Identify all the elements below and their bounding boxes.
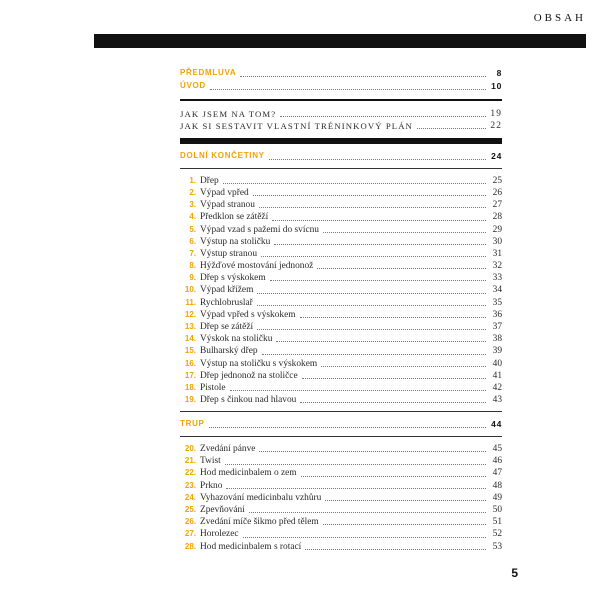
dot-leader [209,427,486,428]
item-number: 26. [184,517,196,527]
item-page-number: 52 [492,529,502,540]
item-page-number: 42 [492,382,502,393]
dot-leader [300,317,486,318]
dot-leader [280,116,486,117]
toc-item[interactable] [180,516,502,528]
item-number: 20. [184,444,196,454]
toc-page-number: 8 [496,68,502,78]
toc-page-number: 24 [491,150,502,161]
dot-leader [257,293,486,294]
item-number: 2. [189,187,196,197]
dot-leader [261,256,486,257]
dot-leader [226,488,486,489]
item-label: Hod medicinbalem s rotací [200,541,302,552]
item-label: Výskok na stoličku [200,334,273,345]
toc-item[interactable] [180,345,502,357]
toc-label: PŘEDMLUVA [180,68,237,77]
item-number: 15. [184,346,196,356]
item-label: Vyhazování medicinbalu vzhůru [200,492,322,503]
toc-item[interactable] [180,248,502,260]
dot-leader [302,378,486,379]
header-black-bar [94,34,586,48]
item-page-number: 47 [492,468,502,479]
toc-item[interactable] [180,321,502,333]
toc-item[interactable] [180,224,502,236]
item-number: 5. [189,224,196,234]
dot-leader [274,244,486,245]
item-number: 19. [184,395,196,405]
dot-leader [257,305,486,306]
item-label: Výstup na stoličku s výskokem [200,358,318,369]
item-number: 23. [184,480,196,490]
item-page-number: 38 [492,334,502,345]
toc-item[interactable] [180,272,502,284]
item-label: Předklon se zátěží [200,212,269,223]
dot-leader [223,183,486,184]
toc-section-dolni-koncetiny[interactable] [180,150,502,163]
toc-item[interactable] [180,309,502,321]
item-page-number: 32 [492,261,502,272]
item-page-number: 29 [492,224,502,235]
item-label: Výstup na stoličku [200,236,271,247]
toc-item[interactable] [180,333,502,345]
toc-item[interactable] [180,455,502,467]
item-number: 17. [184,370,196,380]
item-label: Dřep jednonož na stoličce [200,370,298,381]
toc-page-number: 44 [491,419,502,430]
item-page-number: 40 [492,358,502,369]
running-head-title: OBSAH [533,12,586,24]
item-number: 14. [184,334,196,344]
item-label: Výpad stranou [200,200,255,211]
item-page-number: 43 [492,395,502,406]
item-number: 8. [189,261,196,271]
dot-leader [249,512,486,513]
item-number: 12. [184,309,196,319]
toc-section-trup[interactable] [180,418,502,431]
dot-leader [305,549,486,550]
dot-leader [272,220,486,221]
item-page-number: 30 [492,236,502,247]
item-page-number: 46 [492,456,502,467]
item-number: 6. [189,236,196,246]
item-label: Hod medicinbalem o zem [200,468,297,479]
toc-label: JAK SI SESTAVIT VLASTNÍ TRÉNINKOVÝ PLÁN [180,120,413,131]
item-page-number: 48 [492,480,502,491]
item-label: Rychlobruslař [200,297,253,308]
dot-leader [257,329,486,330]
toc-entry-treninkovy-plan[interactable] [180,120,502,132]
dot-leader [259,207,486,208]
item-number: 10. [184,285,196,295]
item-page-number: 31 [492,248,502,259]
item-label: Zvedání míče šikmo před tělem [200,517,319,528]
dot-leader [276,341,486,342]
toc-item[interactable] [180,297,502,309]
item-number: 1. [189,175,196,185]
page-number: 5 [511,566,518,580]
toc-item[interactable] [180,394,502,406]
dot-leader [323,524,486,525]
item-page-number: 28 [492,212,502,223]
dot-leader [225,464,486,465]
toc-item[interactable] [180,504,502,516]
toc-item[interactable] [180,236,502,248]
item-number: 28. [184,541,196,551]
dot-leader [269,159,486,160]
toc-entry-predmluva[interactable] [180,67,502,80]
item-label: Prkno [200,480,223,491]
toc-page-number: 10 [491,80,502,91]
toc-item[interactable] [180,175,502,187]
item-page-number: 26 [492,187,502,198]
item-page-number: 41 [492,370,502,381]
toc-page-number: 22 [490,120,502,131]
item-page-number: 25 [492,175,502,186]
item-label: Pistole [200,382,226,393]
dot-leader [253,195,486,196]
item-number: 27. [184,529,196,539]
toc-item[interactable] [180,541,502,553]
dot-leader [240,76,486,77]
section-divider [180,411,502,412]
toc-item[interactable] [180,260,502,272]
item-page-number: 45 [492,444,502,455]
toc-item[interactable] [180,284,502,296]
table-of-contents [180,67,502,553]
toc-item[interactable] [180,211,502,223]
item-page-number: 49 [492,492,502,503]
item-label: Dřep [200,175,219,186]
toc-entry-uvod[interactable] [180,80,502,93]
section-title: DOLNÍ KONČETINY [180,150,265,160]
item-number: 13. [184,322,196,331]
toc-page-number: 19 [490,108,502,119]
dot-leader [243,537,486,538]
item-number: 3. [189,200,196,210]
toc-item[interactable] [180,480,502,492]
item-label: Výpad vpřed s výskokem [200,309,296,320]
section-divider [180,99,502,101]
item-label: Dřep s činkou nad hlavou [200,395,297,406]
toc-item[interactable] [180,528,502,540]
toc-item[interactable] [180,199,502,211]
item-page-number: 34 [492,285,502,296]
dot-leader [259,451,486,452]
dot-leader [321,366,486,367]
item-number: 11. [185,297,196,307]
item-page-number: 37 [492,322,502,332]
item-label: Výpad vpřed [200,187,249,198]
item-page-number: 35 [492,297,502,308]
dot-leader [270,280,486,281]
toc-item[interactable] [180,358,502,370]
item-label: Hýžďové mostování jednonož [200,261,314,272]
item-page-number: 36 [492,309,502,320]
section-divider [180,168,502,169]
dot-leader [230,390,486,391]
toc-item[interactable] [180,370,502,382]
item-number: 16. [184,358,196,368]
dot-leader [210,89,486,90]
dot-leader [262,354,486,355]
item-number: 9. [189,273,196,283]
toc-item[interactable] [180,187,502,199]
item-number: 7. [189,248,196,258]
item-label: Zvedání pánve [200,444,256,455]
item-label: Dřep s výskokem [200,273,266,284]
item-page-number: 33 [492,273,502,284]
item-number: 22. [184,468,196,478]
item-label: Výstup stranou [200,248,258,259]
toc-label: ÚVOD [180,80,206,90]
item-label: Twist [200,456,221,467]
item-page-number: 53 [492,541,502,552]
dot-leader [317,268,486,269]
dot-leader [325,500,486,501]
dot-leader [301,476,486,477]
section-divider [180,138,502,144]
item-page-number: 39 [492,346,502,357]
dot-leader [323,232,486,233]
item-label: Zpevňování [200,505,245,516]
toc-item[interactable] [180,443,502,455]
dot-leader [417,128,486,129]
item-number: 18. [184,382,196,392]
item-number: 21. [184,456,196,466]
item-page-number: 50 [492,505,502,516]
toc-item[interactable] [180,492,502,504]
toc-entry-jak-jsem-na-tom[interactable] [180,108,502,120]
item-number: 25. [184,505,196,515]
item-page-number: 27 [492,200,502,211]
toc-label: JAK JSEM NA TOM? [180,108,277,119]
item-label: Výpad křížem [200,285,254,296]
item-label: Horolezec [200,529,239,540]
section-title: TRUP [180,419,205,429]
item-label: Výpad vzad s pažemi do svícnu [200,224,319,235]
toc-item[interactable] [180,382,502,394]
item-page-number: 51 [492,517,502,528]
dot-leader [300,402,486,403]
item-label: Bulharský dřep [200,346,258,357]
item-number: 4. [189,212,196,222]
item-number: 24. [184,492,196,502]
item-label: Dřep se zátěží [200,322,254,332]
toc-item[interactable] [180,468,502,480]
section-divider [180,436,502,437]
